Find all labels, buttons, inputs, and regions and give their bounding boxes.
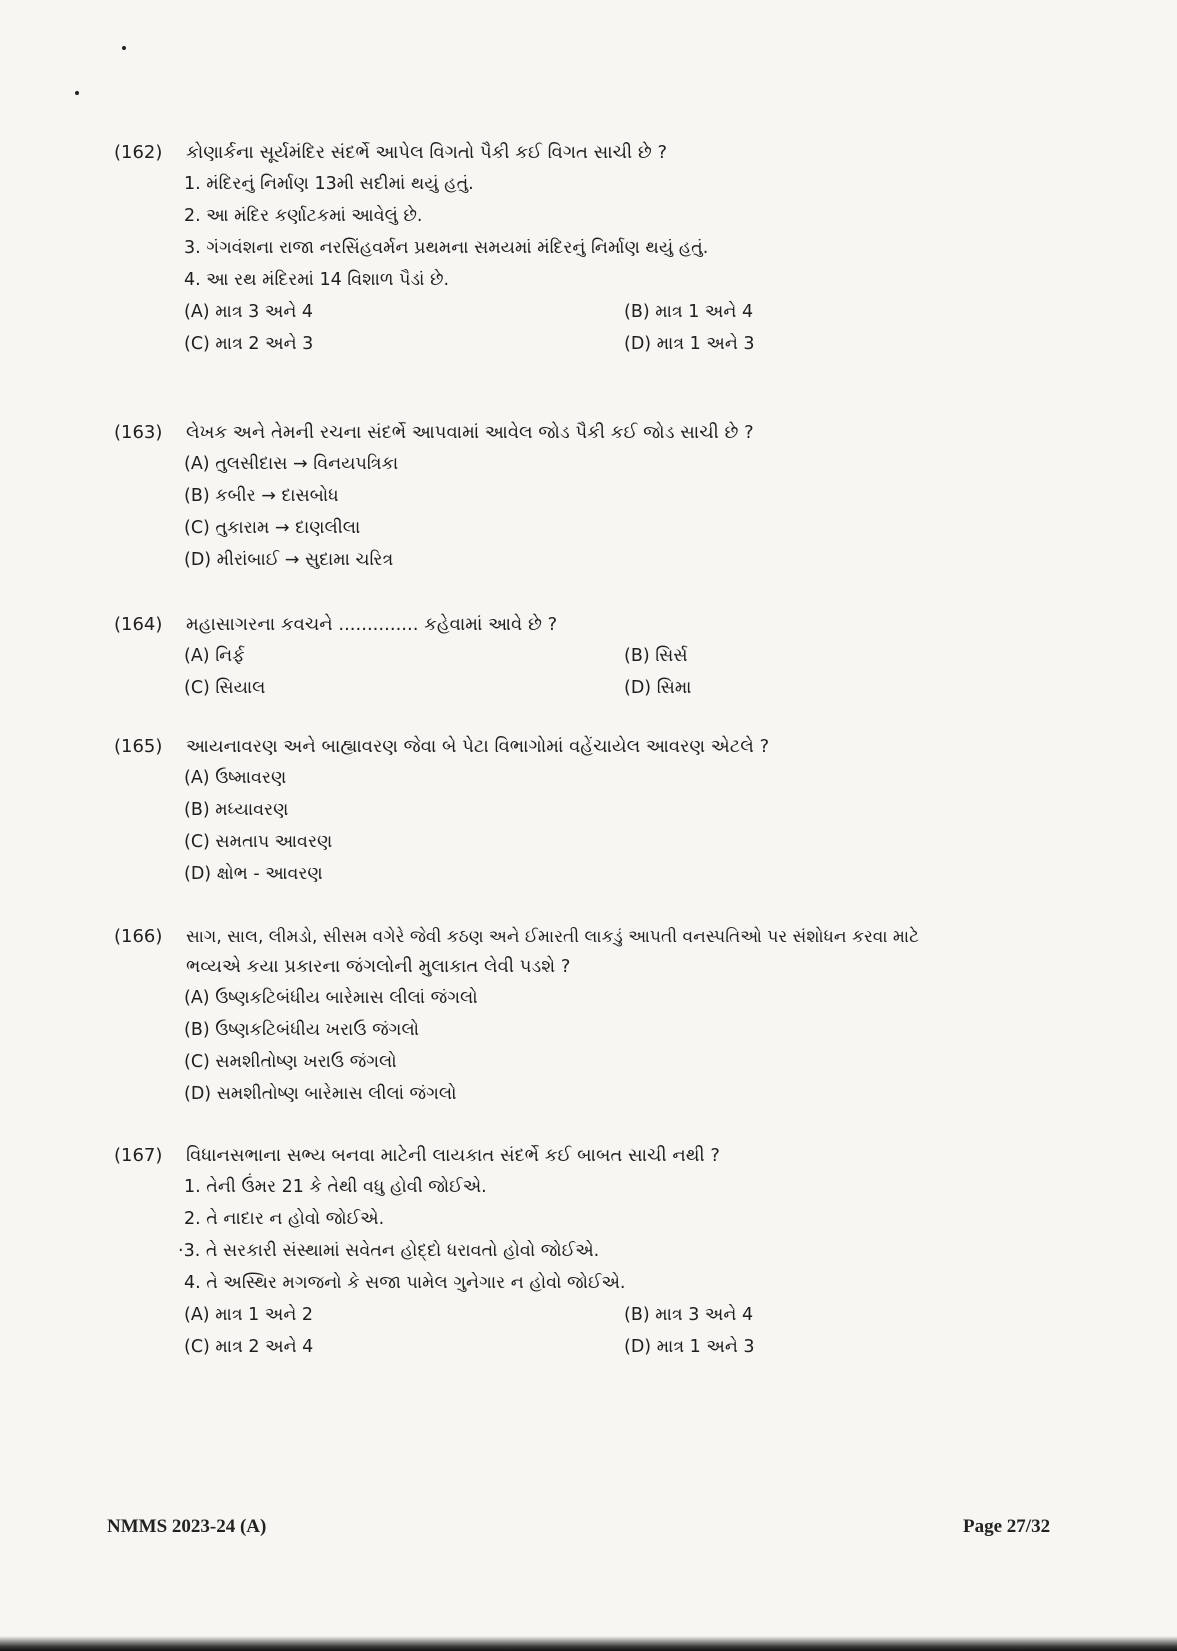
- options: [184, 296, 1104, 360]
- question-number: (164): [114, 614, 163, 635]
- option-d: (D) માત્ર 1 અને 3: [624, 334, 755, 354]
- page-number: Page 27/32: [963, 1516, 1051, 1537]
- question-number: (167): [114, 1145, 163, 1166]
- question-text: કોણાર્કના સૂર્યમંદિર સંદર્ભે આપેલ વિગતો પૈકી કઈ વિગત સાચી છે ?: [186, 142, 668, 163]
- question-166: [114, 922, 1104, 1110]
- question-text-line-1: સાગ, સાલ, લીમડો, સીસમ વગેરે જેવી કઠણ અને ઈમારતી લાકડું આપતી વનસ્પતિઓ પર સંશોધન કરવા માટે: [186, 927, 919, 947]
- question-text: આયનાવરણ અને બાહ્યાવરણ જેવા બે પેટા વિભાગોમાં વહેંચાયેલ આવરણ એટલે ?: [186, 736, 770, 757]
- exam-code: NMMS 2023-24 (A): [107, 1516, 267, 1537]
- option-a: (A) તુલસીદાસ → વિનયપત્રિકા: [184, 454, 399, 474]
- scan-edge: [0, 1636, 1177, 1651]
- option-d: (D) સમશીતોષ્ણ બારેમાસ લીલાં જંગલો: [184, 1084, 457, 1104]
- option-c: (C) સિયાલ: [184, 678, 266, 698]
- option-d: (D) માત્ર 1 અને 3: [624, 1337, 755, 1357]
- option-c: (C) તુકારામ → દાણલીલા: [184, 518, 361, 538]
- option-b: (B) સિર્સ: [624, 646, 688, 666]
- question-number: (162): [114, 142, 163, 163]
- option-a: (A) નિર્ફ: [184, 646, 245, 666]
- question-text: લેખક અને તેમની રચના સંદર્ભે આપવામાં આવેલ જોડ પૈકી કઈ જોડ સાચી છે ?: [186, 422, 754, 443]
- statement: 2. તે નાદાર ન હોવો જોઈએ.: [184, 1209, 385, 1229]
- question-number: (165): [114, 736, 163, 757]
- option-c: (C) સમશીતોષ્ણ ખરાઉ જંગલો: [184, 1052, 397, 1072]
- option-d: (D) સિમા: [624, 678, 692, 698]
- statement: ·3. તે સરકારી સંસ્થામાં સવેતન હોદ્દો ધરાવતો હોવો જોઈએ.: [178, 1241, 600, 1261]
- question-167: [114, 1141, 1104, 1363]
- question-164: [114, 610, 1104, 704]
- statement: 1. મંદિરનું નિર્માણ 13મી સદીમાં થયું હતું.: [184, 174, 474, 194]
- option-b: (B) માત્ર 3 અને 4: [624, 1305, 754, 1325]
- question-162: [114, 138, 1104, 360]
- statement: 4. આ રથ મંદિરમાં 14 વિશાળ પૈડાં છે.: [184, 270, 450, 290]
- option-c: (C) માત્ર 2 અને 3: [184, 334, 314, 354]
- question-number: (166): [114, 926, 163, 947]
- option-c: (C) માત્ર 2 અને 4: [184, 1337, 314, 1357]
- options: [184, 640, 1104, 704]
- statement: 1. તેની ઉંમર 21 કે તેથી વધુ હોવી જોઈએ.: [184, 1177, 487, 1197]
- option-d: (D) ક્ષોભ - આવરણ: [184, 864, 323, 884]
- question-text: વિધાનસભાના સભ્ય બનવા માટેની લાયકાત સંદર્ભે કઈ બાબત સાચી નથી ?: [186, 1145, 720, 1166]
- option-b: (B) ઉષ્ણકટિબંધીય ખરાઉ જંગલો: [184, 1020, 420, 1040]
- question-163: [114, 418, 1104, 576]
- question-number: (163): [114, 422, 163, 443]
- option-b: (B) માત્ર 1 અને 4: [624, 302, 754, 322]
- option-d: (D) મીરાંબાઈ → સુદામા ચરિત્ર: [184, 550, 394, 570]
- option-a: (A) માત્ર 1 અને 2: [184, 1305, 314, 1325]
- option-a: (A) ઉષ્માવરણ: [184, 768, 287, 788]
- option-b: (B) કબીર → દાસબોધ: [184, 486, 339, 506]
- option-a: (A) માત્ર 3 અને 4: [184, 302, 314, 322]
- statement: 4. તે અસ્થિર મગજનો કે સજા પામેલ ગુનેગાર ન હોવો જોઈએ.: [184, 1273, 626, 1293]
- option-c: (C) સમતાપ આવરણ: [184, 832, 333, 852]
- options: [184, 1299, 1104, 1363]
- option-b: (B) મધ્યાવરણ: [184, 800, 289, 820]
- statement: 2. આ મંદિર કર્ણાટકમાં આવેલું છે.: [184, 206, 423, 226]
- question-text-line-2: ભવ્યએ કયા પ્રકારના જંગલોની મુલાકાત લેવી પડશે ?: [186, 956, 571, 977]
- statement: 3. ગંગવંશના રાજા નરસિંહવર્મન પ્રથમના સમયમાં મંદિરનું નિર્માણ થયું હતું.: [184, 238, 709, 258]
- option-a: (A) ઉષ્ણકટિબંધીય બારેમાસ લીલાં જંગલો: [184, 988, 478, 1008]
- question-text: મહાસાગરના કવચને .............. કહેવામાં આવે છે ?: [186, 614, 558, 635]
- question-165: [114, 732, 1104, 890]
